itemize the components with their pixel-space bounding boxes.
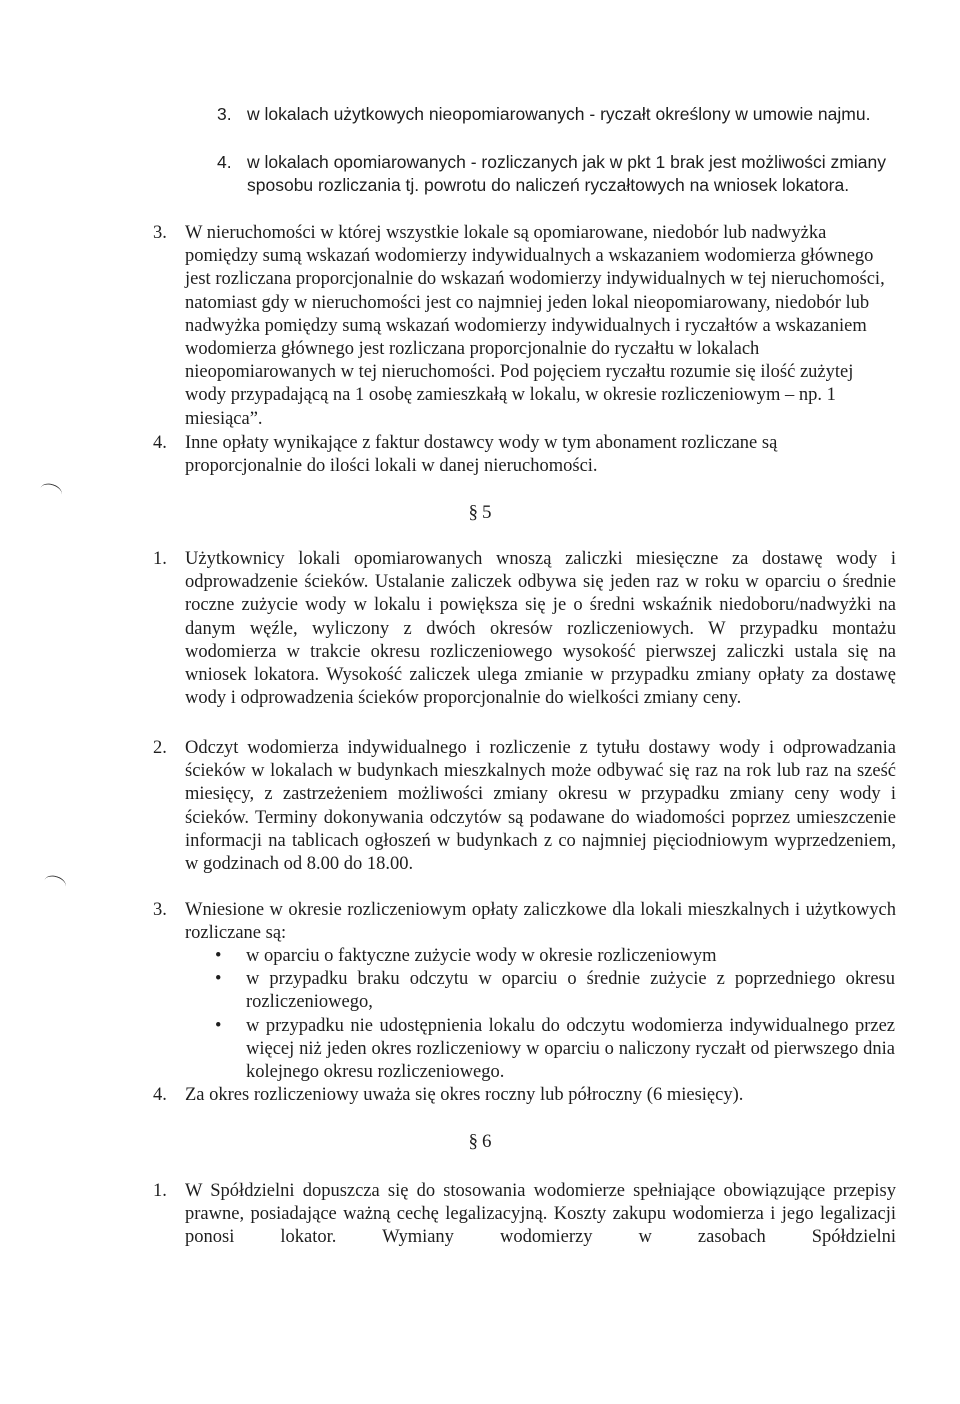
item-text: W nieruchomości w której wszystkie lokale są opomiarowane, niedobór lub nadwyżka pomiędzy sumą wskazań wodomierzy indywidualnych a wskazaniem wodomierza głównego jest rozliczana proporcjonalnie do wskazań wodomierzy indywidualnych w tej nieruchomości, natomiast gdy w nieruchomości jest co najmniej jeden lokal nieopomiarowany, niedobór lub nadwyżka pomiędzy sumą wskazań wodomierzy indywidualnych i ryczałtów a wskazaniem wodomierza głównego jest rozliczana proporcjonalnie do ryczałtu w lokalach nieopomiarowanych w tej nieruchomości. Pod pojęciem ryczałtu rozumie się ilość zużytej wody przypadającą na 1 osobę zamieszkałą w lokalu, w okresie rozliczeniowym – np. 1 miesiąca”. — [185, 223, 885, 429]
bullet-text: w przypadku braku odczytu w oparciu o średnie zużycie z poprzedniego okresu rozliczeniowego, — [246, 969, 895, 1013]
list-item — [217, 103, 897, 126]
section-heading — [0, 502, 960, 524]
bullet-icon: • — [215, 969, 222, 990]
bullet-item — [210, 968, 895, 1014]
section-number: 5 — [482, 502, 492, 523]
scan-artifact-mark — [38, 481, 64, 502]
item-number: 2. — [153, 738, 167, 758]
bullet-list — [210, 945, 895, 1084]
item-text: w lokalach opomiarowanych - rozliczanych jak w pkt 1 brak jest możliwości zmiany sposobu rozliczania tj. powrotu do naliczeń ryczałtowych na wniosek lokatora. — [247, 152, 886, 196]
item-text: w lokalach użytkowych nieopomiarowanych - ryczałt określony w umowie najmu. — [247, 104, 871, 124]
bullet-text: w przypadku nie udostępnienia lokalu do odczytu wodomierza indywidualnego przez więcej niż jeden okres rozliczeniowy w oparciu o naliczony ryczałt od pierwszego dnia kolejnego okresu rozliczeniowego. — [246, 1015, 895, 1083]
bullet-icon: • — [215, 1015, 222, 1036]
bullet-item — [210, 1015, 895, 1085]
item-text: Użytkownicy lokali opomiarowanych wnoszą zaliczki miesięczne za dostawę wody i odprowadzenie ścieków. Ustalanie zaliczek odbywa się jeden raz w roku w oparciu o średnie roczne zużycie wody w lokalu i powiększa się je o średni wskaźnik niedoboru/nadwyżki na danym węźle, wyliczony z dwóch okresów rozliczeniowych. W przypadku montażu wodomierza w trakcie okresu rozliczeniowego wysokość pierwszej zaliczki ustala się na wniosek lokatora. Wysokość zaliczek ulega zmianie w przypadku zmiany opłaty za dostawę wody i odprowadzenia ścieków proporcjonalnie do wielkości zmiany ceny. — [185, 549, 896, 709]
item-number: 4. — [217, 152, 232, 172]
item-text: Inne opłaty wynikające z faktur dostawcy wody w tym abonament rozliczane są proporcjonalnie do ilości lokali w danej nieruchomości. — [185, 433, 778, 477]
section-number: 6 — [482, 1131, 492, 1152]
list-item — [153, 1084, 896, 1107]
bullet-text: w oparciu o faktyczne zużycie wody w okresie rozliczeniowym — [246, 946, 717, 966]
item-number: 3. — [153, 223, 167, 243]
list-item — [153, 899, 896, 945]
item-number: 3. — [153, 900, 167, 920]
bullet-item — [210, 945, 895, 968]
item-number: 1. — [153, 1181, 167, 1201]
item-text: W Spółdzielni dopuszcza się do stosowania wodomierze spełniające obowiązujące przepisy prawne, posiadające ważną cechę legalizacyjną. Koszty zakupu wodomierza i jego legalizacji ponosi lokator. Wymiany wodomierzy w zasobach Spółdzielni — [185, 1181, 896, 1248]
item-number: 3. — [217, 104, 232, 124]
scan-artifact-mark — [42, 873, 68, 894]
item-text: Za okres rozliczeniowy uważa się okres roczny lub półroczny (6 miesięcy). — [185, 1085, 744, 1105]
bullet-icon: • — [215, 946, 222, 966]
item-number: 4. — [153, 433, 167, 453]
list-item — [153, 548, 896, 710]
list-item — [153, 432, 896, 478]
section-sign: § — [468, 502, 478, 523]
list-item — [153, 1180, 896, 1250]
item-text: Odczyt wodomierza indywidualnego i rozliczenie z tytułu dostawy wody i odprowadzania ścieków w lokalach w budynkach mieszkalnych może odbywać się raz na rok lub raz na sześć miesięcy, z zastrzeżeniem możliwości zmiany okresu w przypadku zmiany ceny wody i ścieków. Terminy dokonywania odczytów są podawane do wiadomości poprzez umieszczenie informacji na tablicach ogłoszeń w budynkach z co najmniej pięciodniowym wyprzedzeniem, w godzinach od 8.00 do 18.00. — [185, 738, 896, 875]
item-number: 1. — [153, 549, 167, 569]
item-text: Wniesione w okresie rozliczeniowym opłaty zaliczkowe dla lokali mieszkalnych i użytkowych rozliczane są: — [185, 900, 896, 944]
list-item — [153, 737, 896, 876]
list-item — [153, 222, 896, 431]
list-item — [217, 151, 897, 197]
item-number: 4. — [153, 1085, 167, 1105]
section-heading — [0, 1131, 960, 1153]
section-sign: § — [468, 1131, 478, 1152]
